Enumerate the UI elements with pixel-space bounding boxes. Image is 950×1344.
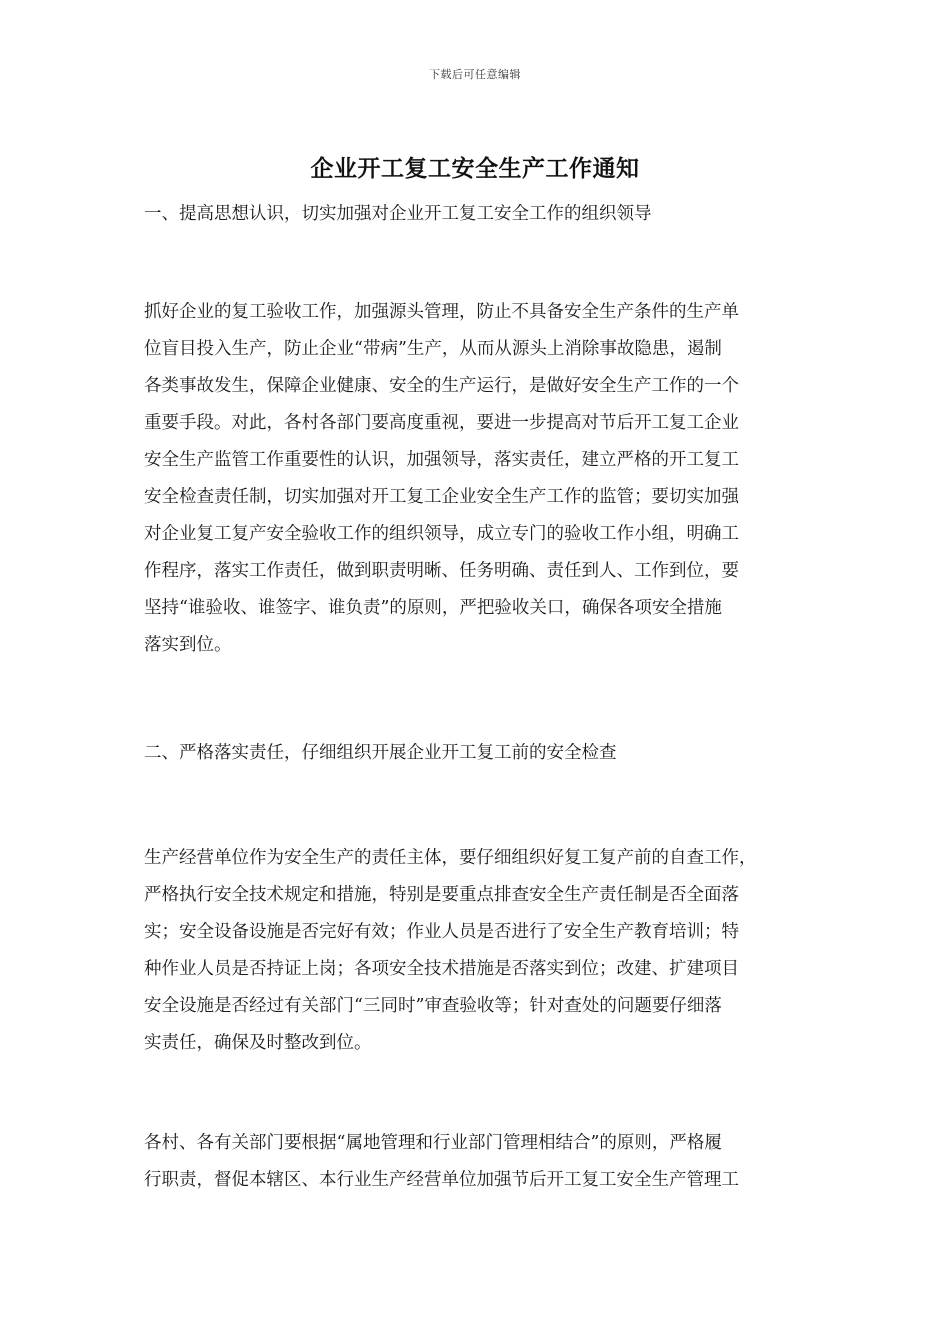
paragraph-line: 安全检查责任制，切实加强对开工复工企业安全生产工作的监管；要切实加强	[144, 487, 739, 507]
paragraph-line: 落实到位。	[144, 635, 232, 655]
paragraph-line: 实责任，确保及时整改到位。	[144, 1033, 372, 1053]
paragraph-2	[144, 840, 824, 1062]
paragraph-line: 重要手段。对此，各村各部门要高度重视，要进一步提高对节后开工复工企业	[144, 413, 739, 433]
paragraph-line: 种作业人员是否持证上岗；各项安全技术措施是否落实到位；改建、扩建项目	[144, 959, 739, 979]
paragraph-line: 各村、各有关部门要根据“属地管理和行业部门管理相结合”的原则，严格履	[144, 1133, 722, 1153]
paragraph-line: 各类事故发生，保障企业健康、安全的生产运行，是做好安全生产工作的一个	[144, 376, 739, 396]
heading-text: 一、提高思想认识，切实加强对企业开工复工安全工作的组织领导	[144, 204, 652, 224]
section-heading-2	[144, 735, 824, 772]
paragraph-line: 对企业复工复产安全验收工作的组织领导，成立专门的验收工作小组，明确工	[144, 524, 739, 544]
heading-text: 二、严格落实责任，仔细组织开展企业开工复工前的安全检查	[144, 743, 617, 763]
paragraph-line: 实；安全设备设施是否完好有效；作业人员是否进行了安全生产教育培训；特	[144, 922, 739, 942]
paragraph-line: 位盲目投入生产，防止企业“带病”生产，从而从源头上消除事故隐患，遏制	[144, 339, 722, 359]
document-title: 企业开工复工安全生产工作通知	[310, 155, 640, 182]
paragraph-line: 安全生产监管工作重要性的认识，加强领导，落实责任，建立严格的开工复工	[144, 450, 739, 470]
paragraph-3	[144, 1125, 824, 1199]
header-note: 下载后可任意编辑	[429, 68, 521, 81]
paragraph-line: 生产经营单位作为安全生产的责任主体，要仔细组织好复工复产前的自查工作，	[144, 848, 757, 868]
paragraph-line: 作程序，落实工作责任，做到职责明晰、任务明确、责任到人、工作到位，要	[144, 561, 739, 581]
paragraph-1	[144, 294, 824, 664]
paragraph-line: 安全设施是否经过有关部门“三同时”审查验收等；针对查处的问题要仔细落	[144, 996, 722, 1016]
paragraph-line: 抓好企业的复工验收工作，加强源头管理，防止不具备安全生产条件的生产单	[144, 302, 739, 322]
paragraph-line: 坚持“谁验收、谁签字、谁负责”的原则，严把验收关口，确保各项安全措施	[144, 598, 722, 618]
paragraph-line: 严格执行安全技术规定和措施，特别是要重点排查安全生产责任制是否全面落	[144, 885, 739, 905]
paragraph-line: 行职责，督促本辖区、本行业生产经营单位加强节后开工复工安全生产管理工	[144, 1170, 739, 1190]
section-heading-1	[144, 196, 824, 233]
